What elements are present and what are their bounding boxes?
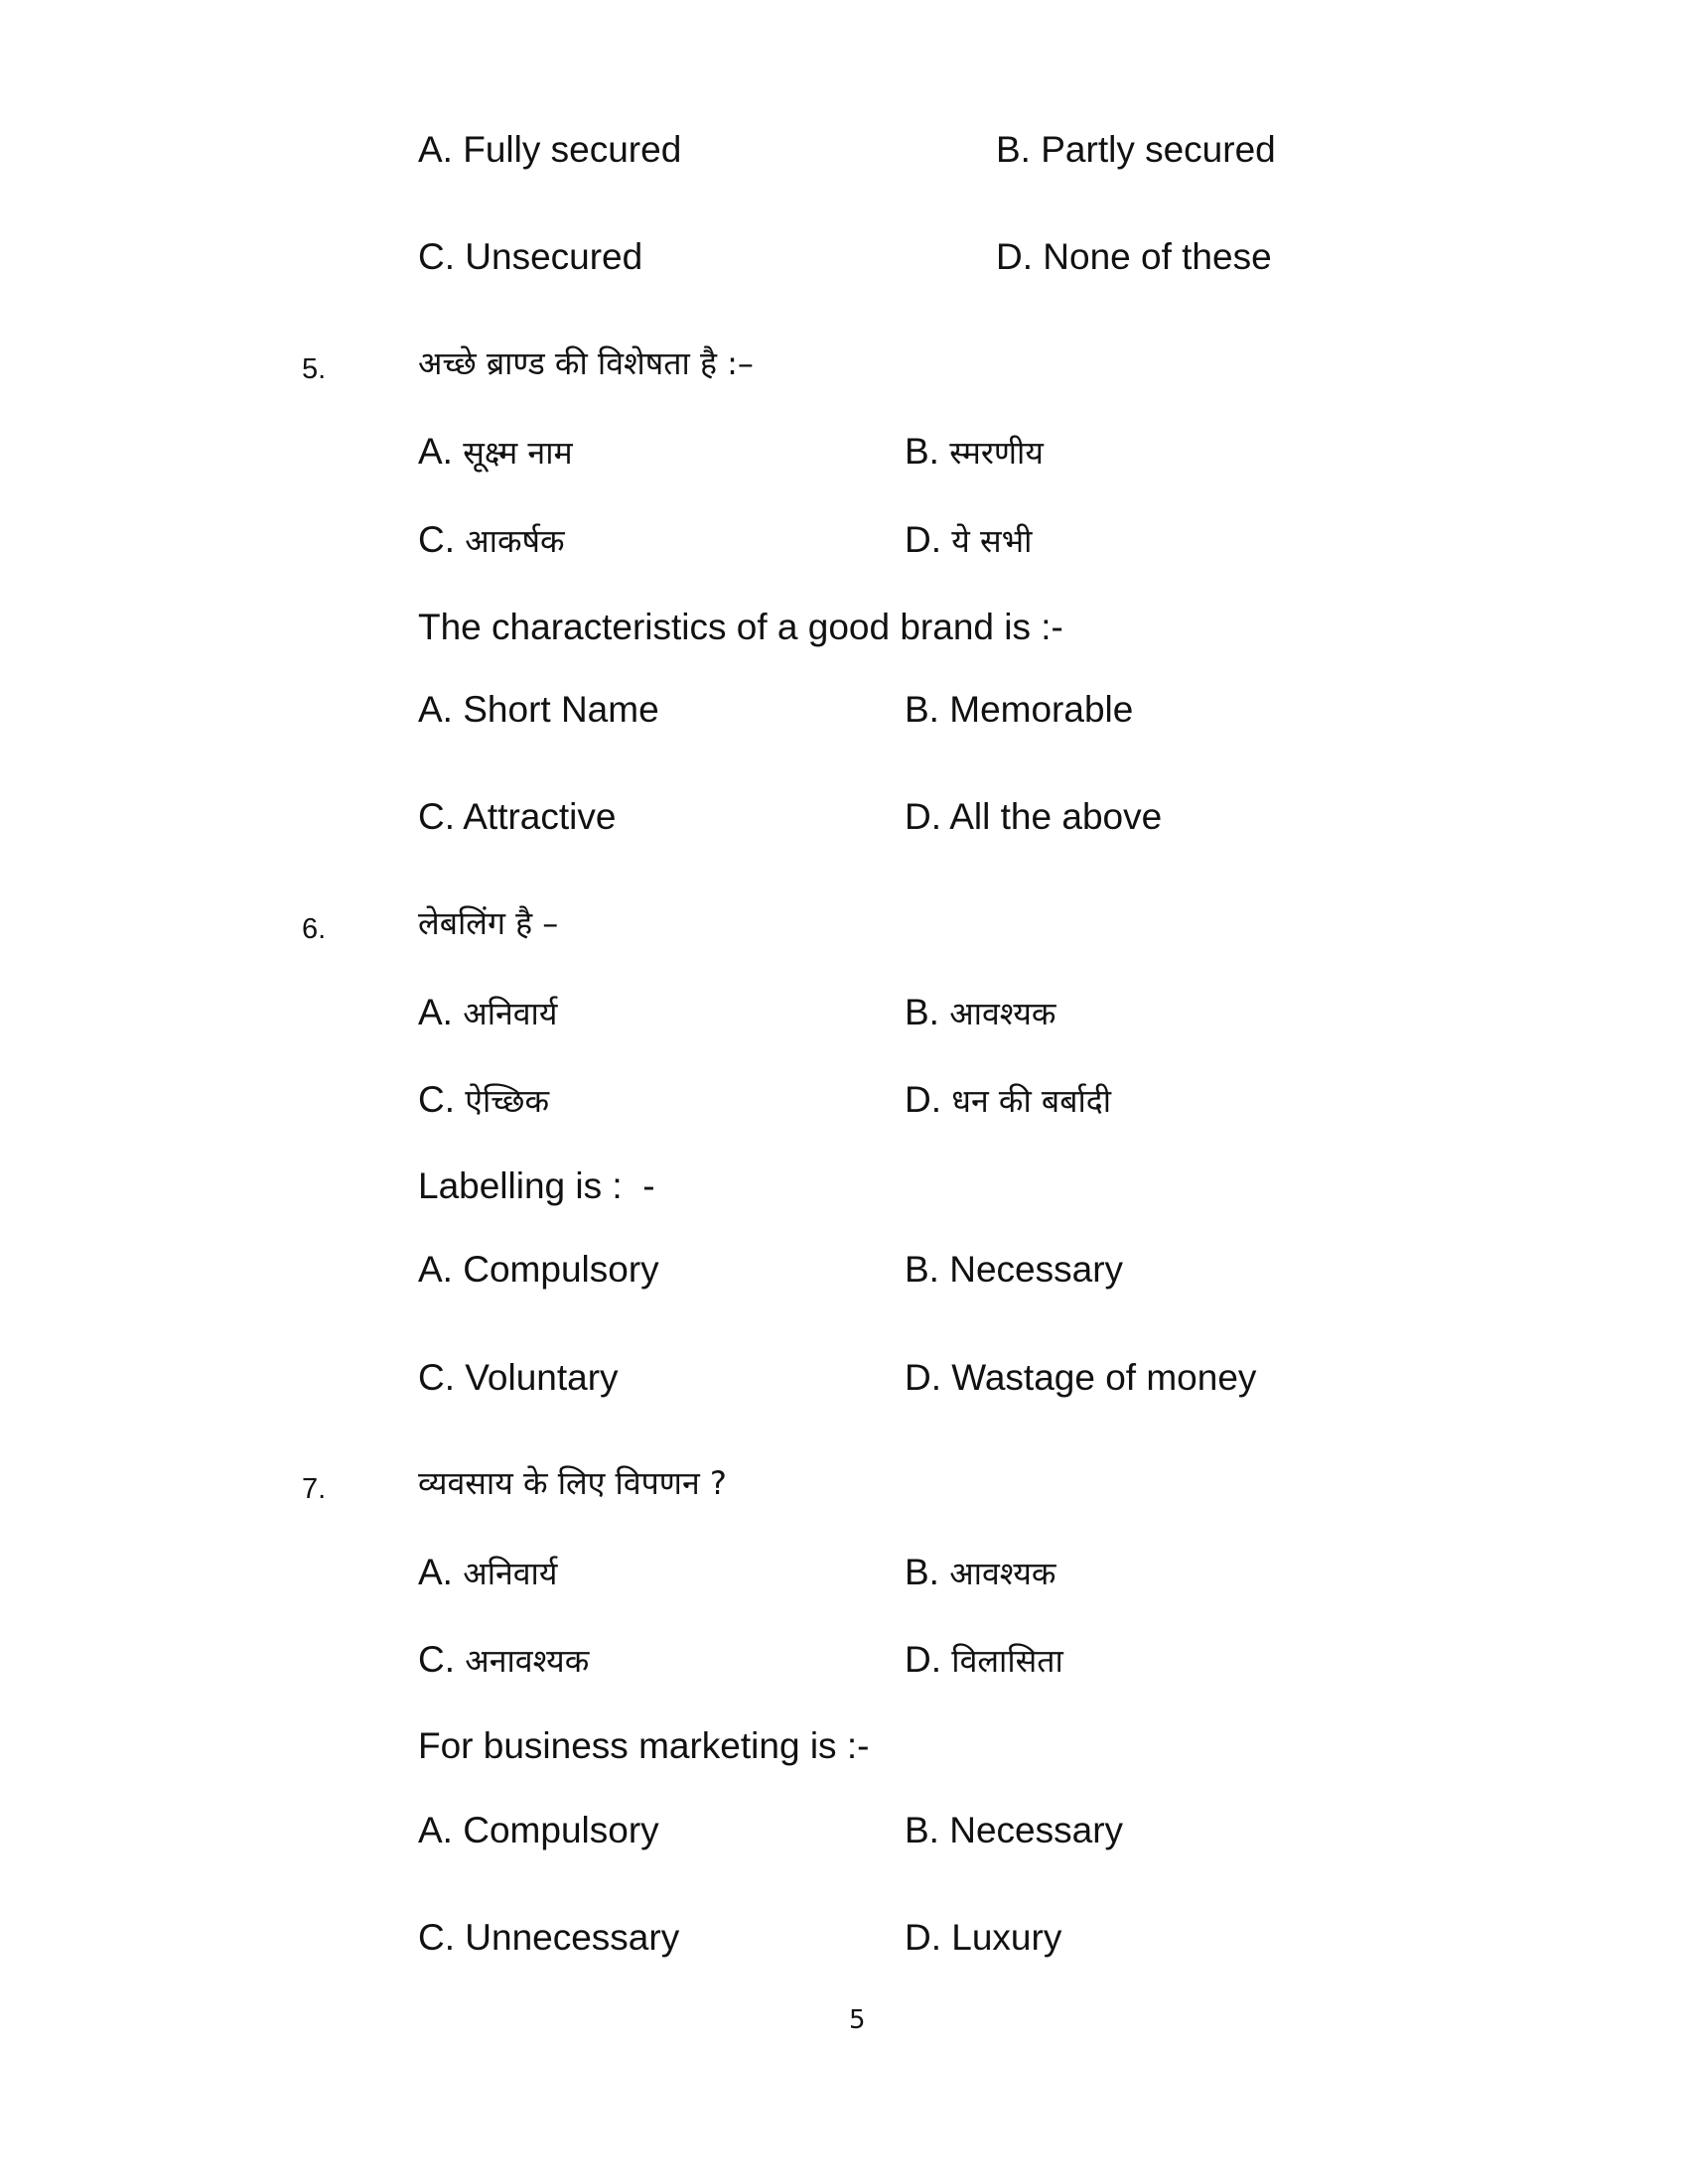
option-letter: C. [418, 1639, 455, 1680]
question-number: 5. [302, 353, 327, 385]
option-text: धन की बर्बादी [951, 1082, 1112, 1120]
english-option-b [905, 1812, 1123, 1848]
option-text: Unsecured [465, 236, 643, 277]
option-letter: A. [418, 992, 453, 1032]
hindi-option-d [905, 1081, 1111, 1118]
english-question: For business marketing is :- [418, 1725, 870, 1766]
hindi-option-b [905, 433, 1044, 470]
hindi-option-c [418, 1641, 589, 1678]
hindi-option-a [418, 994, 557, 1030]
english-option-a [418, 691, 659, 728]
option-letter: C. [418, 1079, 455, 1120]
hindi-option-c [418, 521, 565, 558]
option-text: विलासिता [951, 1642, 1063, 1680]
page-number: 5 [849, 2005, 866, 2035]
option-letter: D. [905, 796, 941, 837]
hindi-option-b [905, 994, 1055, 1030]
option-letter: B. [905, 1810, 939, 1850]
option-letter: D. [905, 1079, 941, 1120]
q4-option-b [996, 131, 1276, 168]
english-option-c [418, 1919, 679, 1956]
option-letter: A. [418, 129, 453, 170]
hindi-question: व्यवसाय के लिए विपणन ? [418, 1464, 727, 1502]
option-letter: B. [905, 431, 939, 472]
option-letter: D. [905, 1357, 941, 1398]
option-text: Partly secured [1041, 129, 1276, 170]
hindi-option-b [905, 1554, 1055, 1590]
option-text: None of these [1043, 236, 1272, 277]
hindi-option-c [418, 1081, 549, 1118]
option-text: Attractive [463, 796, 617, 837]
option-text: Fully secured [463, 129, 682, 170]
hindi-option-a [418, 1554, 557, 1590]
option-letter: C. [418, 796, 455, 837]
option-text: अनिवार्य [463, 1555, 558, 1592]
option-text: ऐच्छिक [465, 1082, 550, 1120]
option-text: स्मरणीय [949, 434, 1044, 472]
option-letter: D. [905, 1917, 941, 1958]
question-number: 6. [302, 913, 327, 945]
english-question: Labelling is : - [418, 1165, 655, 1206]
option-letter: B. [996, 129, 1031, 170]
hindi-option-a [418, 433, 573, 470]
english-option-d [905, 1359, 1256, 1396]
option-text: All the above [949, 796, 1163, 837]
option-letter: A. [418, 1810, 453, 1850]
option-text: ये सभी [951, 522, 1033, 560]
option-text: Necessary [949, 1810, 1124, 1850]
hindi-question: लेबलिंग है – [418, 904, 559, 942]
english-option-d [905, 1919, 1061, 1956]
option-text: Voluntary [465, 1357, 619, 1398]
q4-option-d [996, 238, 1272, 275]
option-letter: C. [418, 1357, 455, 1398]
english-option-b [905, 1251, 1123, 1288]
option-letter: B. [905, 1552, 939, 1592]
option-text: Compulsory [463, 1810, 659, 1850]
option-text: आवश्यक [949, 995, 1056, 1032]
hindi-question: अच्छे ब्राण्ड की विशेषता है :– [418, 344, 754, 382]
option-text: Wastage of money [951, 1357, 1257, 1398]
english-option-d [905, 798, 1162, 835]
english-question: The characteristics of a good brand is :- [418, 607, 1063, 647]
option-letter: A. [418, 431, 453, 472]
q4-option-c [418, 238, 642, 275]
option-letter: B. [905, 992, 939, 1032]
english-option-b [905, 691, 1133, 728]
english-option-a [418, 1812, 659, 1848]
option-text: आवश्यक [949, 1555, 1056, 1592]
option-text: Compulsory [463, 1249, 659, 1290]
question-number: 7. [302, 1473, 327, 1505]
q4-option-a [418, 131, 681, 168]
option-text: अनिवार्य [463, 995, 558, 1032]
option-text: Unnecessary [465, 1917, 680, 1958]
english-option-a [418, 1251, 659, 1288]
english-option-c [418, 798, 616, 835]
option-text: अनावश्यक [465, 1642, 590, 1680]
option-text: Short Name [463, 689, 659, 730]
option-letter: B. [905, 689, 939, 730]
english-option-c [418, 1359, 619, 1396]
option-letter: A. [418, 1249, 453, 1290]
option-letter: D. [905, 1639, 941, 1680]
option-letter: A. [418, 1552, 453, 1592]
option-letter: D. [996, 236, 1033, 277]
option-letter: C. [418, 519, 455, 560]
option-text: सूक्ष्म नाम [463, 434, 573, 472]
option-letter: A. [418, 689, 453, 730]
option-letter: C. [418, 1917, 455, 1958]
option-letter: C. [418, 236, 455, 277]
option-letter: B. [905, 1249, 939, 1290]
option-text: आकर्षक [465, 522, 565, 560]
option-letter: D. [905, 519, 941, 560]
option-text: Necessary [949, 1249, 1124, 1290]
option-text: Luxury [951, 1917, 1062, 1958]
hindi-option-d [905, 1641, 1063, 1678]
option-text: Memorable [949, 689, 1134, 730]
hindi-option-d [905, 521, 1032, 558]
